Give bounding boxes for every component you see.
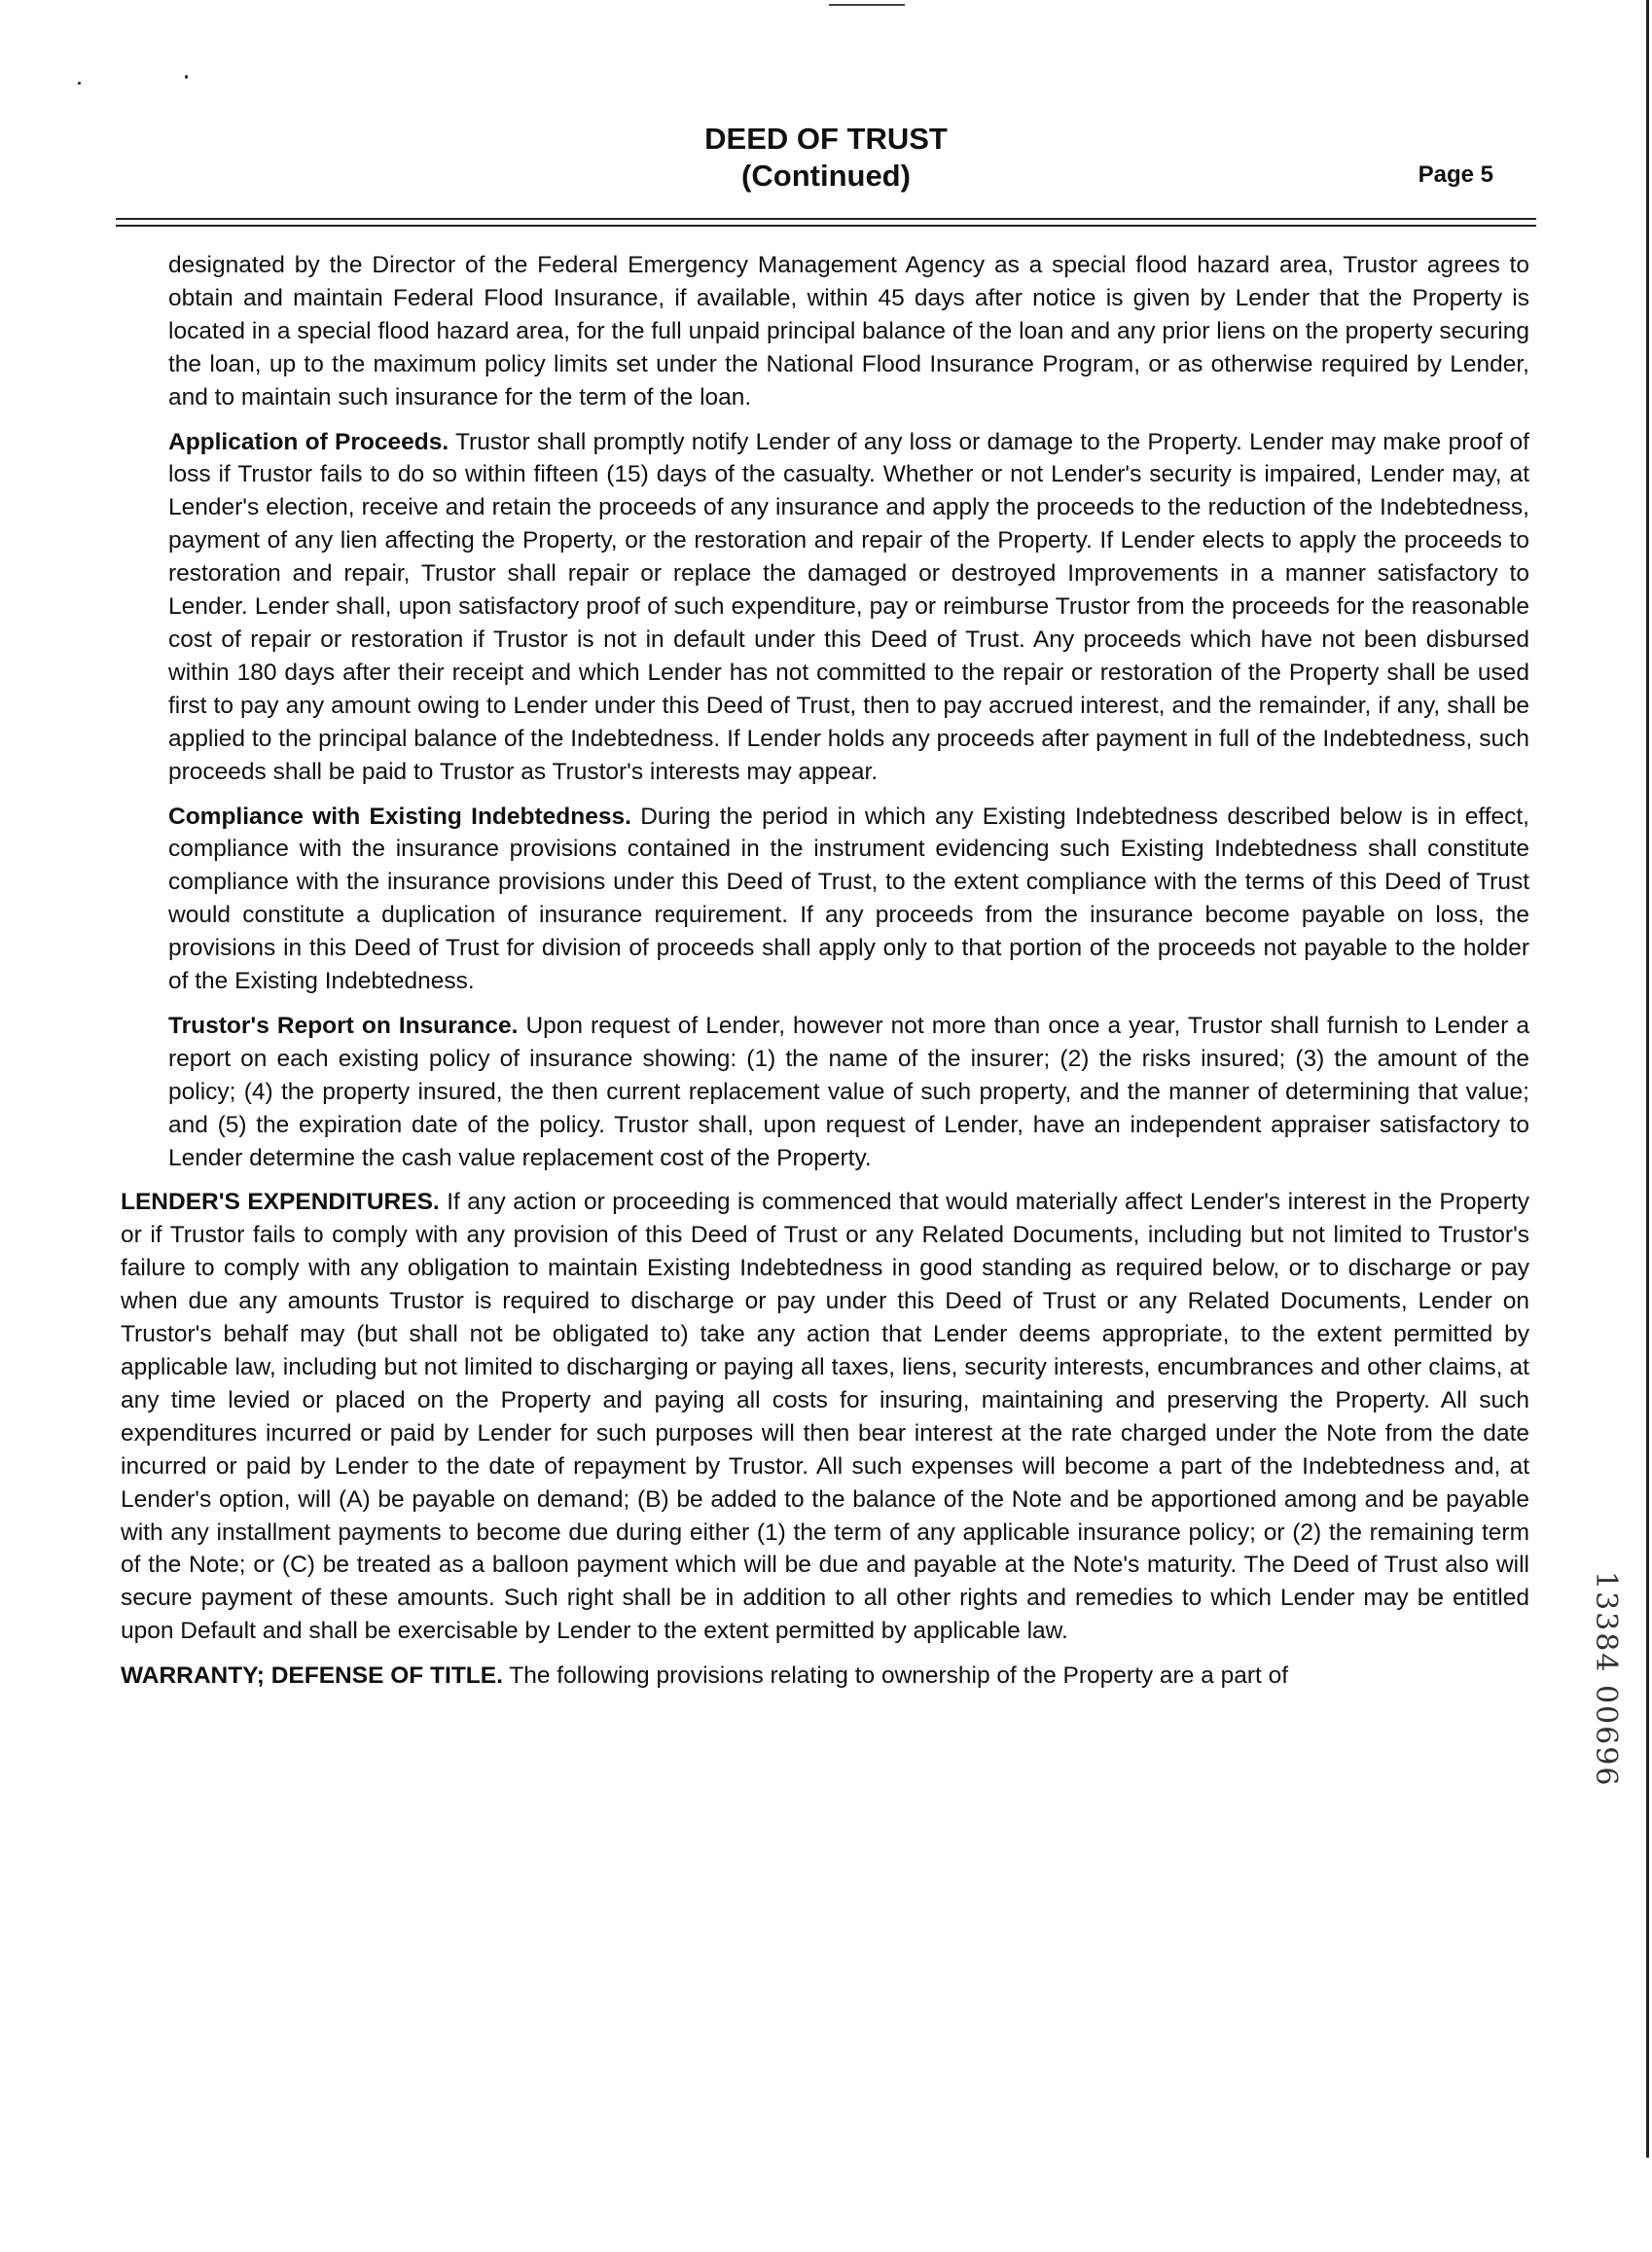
document-body — [121, 249, 1529, 1704]
paragraph-compliance-existing-indebtedness — [168, 801, 1529, 998]
paragraph-text: designated by the Director of the Federal Emergency Management Agency as a special flood hazard area, Trustor agrees to obtain and maintain Federal Flood Insurance, if available, within 45 days after notice is given by Lender that the Property is located in a special flood hazard area, for the full unpaid principal balance of the loan and any prior liens on the property securing the loan, up to the maximum policy limits set under the National Flood Insurance Program, or as otherwise required by Lender, and to maintain such insurance for the term of the loan. — [168, 252, 1529, 411]
document-title: DEED OF TRUST — [704, 122, 948, 156]
scan-speck — [185, 75, 188, 79]
paragraph-heading: WARRANTY; DEFENSE OF TITLE. — [121, 1662, 503, 1690]
paragraph-flood-insurance — [168, 249, 1529, 414]
scan-mark — [829, 4, 905, 6]
scan-speck — [78, 82, 81, 85]
recording-number: 13384 00696 — [1589, 1571, 1623, 1788]
paragraph-application-of-proceeds — [168, 426, 1529, 789]
header-rule-bottom — [116, 225, 1536, 227]
paragraph-trustors-report-on-insurance — [168, 1010, 1529, 1175]
paragraph-text: Trustor shall promptly notify Lender of any loss or damage to the Property. Lender may make proof of loss if Trustor fails to do so within fifteen (15) days of the casualty. Whether or not Lender's security is impaired, Lender may, at Lender's election, receive and retain the proceeds of any insurance and apply the proceeds to the reduction of the Indebtedness, payment of any lien affecting the Property, or the restoration and repair of the Property. If Lender elects to apply the proceeds to restoration and repair, Trustor shall repair or replace the damaged or destroyed Improvements in a manner satisfactory to Lender. Lender shall, upon satisfactory proof of such expenditure, pay or reimburse Trustor from the proceeds for the reasonable cost of repair or restoration if Trustor is not in default under this Deed of Trust. Any proceeds which have not been disbursed within 180 days after their receipt and which Lender has not committed to the repair or restoration of the Property shall be used first to pay any amount owing to Lender under this Deed of Trust, then to pay accrued interest, and the remainder, if any, shall be applied to the principal balance of the Indebtedness. If Lender holds any proceeds after payment in full of the Indebtedness, such proceeds shall be paid to Trustor as Trustor's interests may appear. — [168, 428, 1529, 785]
document-header — [0, 121, 1652, 195]
paragraph-heading: Trustor's Report on Insurance. — [168, 1012, 519, 1039]
header-rule-top — [116, 218, 1536, 220]
paragraph-text: During the period in which any Existing Indebtedness described below is in effect, compliance with the insurance provisions contained in the instrument evidencing such Existing Indebtedness shall constitute compliance with the insurance provisions under this Deed of Trust, to the extent compliance with the terms of this Deed of Trust would constitute a duplication of insurance requirement. If any proceeds from the insurance become payable on loss, the provisions in this Deed of Trust for division of proceeds shall apply only to that portion of the proceeds not payable to the holder of the Existing Indebtedness. — [168, 803, 1529, 995]
paragraph-text: Upon request of Lender, however not more than once a year, Trustor shall furnish to Lender a report on each existing policy of insurance showing: (1) the name of the insurer; (2) the risks insured; (3) the amount of the policy; (4) the property insured, the then current replacement value of such property, and the manner of determining that value; and (5) the expiration date of the policy. Trustor shall, upon request of Lender, have an independent appraiser satisfactory to Lender determine the cash value replacement cost of the Property. — [168, 1012, 1530, 1171]
paragraph-heading: Application of Proceeds. — [168, 428, 449, 455]
document-subtitle: (Continued) — [741, 159, 911, 193]
paragraph-lenders-expenditures — [121, 1186, 1529, 1648]
scan-edge-line — [1646, 0, 1649, 2158]
paragraph-heading: Compliance with Existing Indebtedness. — [168, 803, 631, 830]
paragraph-heading: LENDER'S EXPENDITURES. — [121, 1189, 440, 1216]
paragraph-warranty-defense-of-title — [121, 1660, 1529, 1693]
paragraph-text: The following provisions relating to ownership of the Property are a part of — [509, 1662, 1289, 1690]
page-number: Page 5 — [1418, 161, 1493, 188]
paragraph-text: If any action or proceeding is commenced that would materially affect Lender's interest in the Property or if Trustor fails to comply with any provision of this Deed of Trust or any Related Documents, including but not limited to Trustor's failure to comply with any obligation to maintain Existing Indebtedness in good standing as required below, or to discharge or pay when due any amounts Trustor is required to discharge or pay under this Deed of Trust or any Related Documents, Lender on Trustor's behalf may (but shall not be obligated to) take any action that Lender deems appropriate, to the extent permitted by applicable law, including but not limited to discharging or paying all taxes, liens, security interests, encumbrances and other claims, at any time levied or placed on the Property and paying all costs for insuring, maintaining and preserving the Property. All such expenditures incurred or paid by Lender for such purposes will then bear interest at the rate charged under the Note from the date incurred or paid by Lender to the date of repayment by Trustor. All such expenses will become a part of the Indebtedness and, at Lender's option, will (A) be payable on demand; (B) be added to the balance of the Note and be apportioned among and be payable with any installment payments to become due during either (1) the term of any applicable insurance policy; or (2) the remaining term of the Note; or (C) be treated as a balloon payment which will be due and payable at the Note's maturity. The Deed of Trust also will secure payment of these amounts. Such right shall be in addition to all other rights and remedies to which Lender may be entitled upon Default and shall be exercisable by Lender to the extent permitted by applicable law. — [121, 1189, 1530, 1645]
